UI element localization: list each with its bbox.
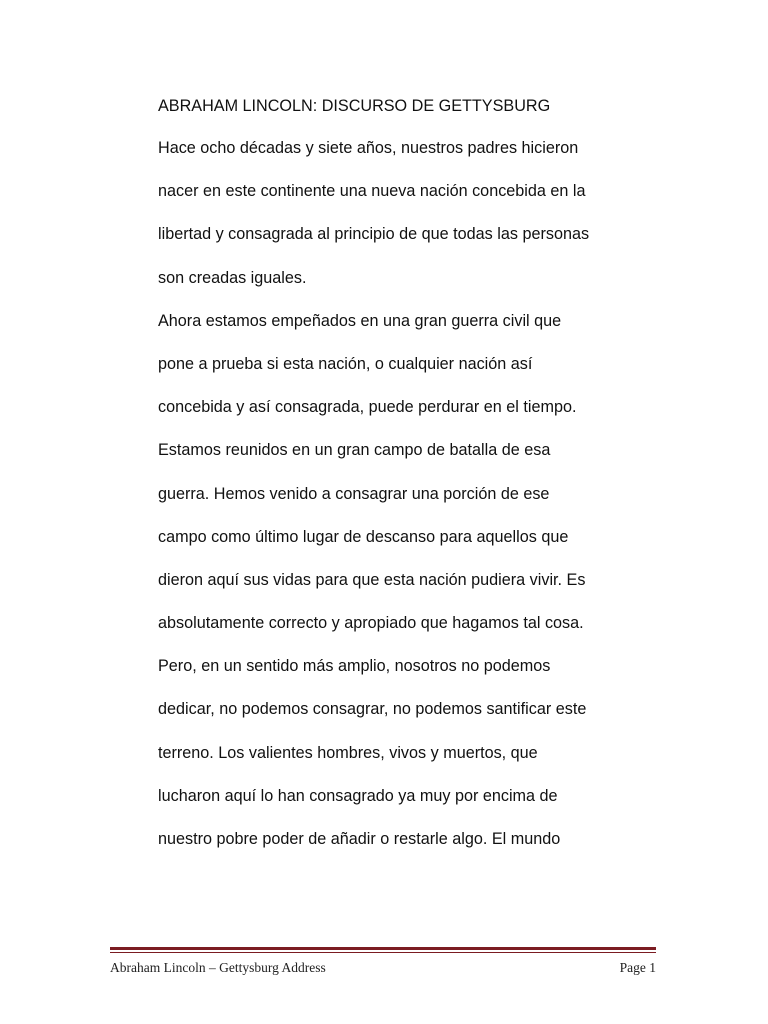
text-line: concebida y así consagrada, puede perdurar en el tiempo. [158, 398, 577, 417]
text-line: Estamos reunidos en un gran campo de batalla de esa [158, 441, 551, 460]
text-line: nacer en este continente una nueva nación concebida en la [158, 182, 586, 201]
text-line: son creadas iguales. [158, 268, 307, 287]
footer-rule-thin [110, 952, 656, 953]
text-line: absolutamente correcto y apropiado que hagamos tal cosa. [158, 614, 584, 633]
text-line: guerra. Hemos venido a consagrar una porción de ese [158, 484, 550, 503]
text-line: Ahora estamos empeñados en una gran guerra civil que [158, 311, 562, 330]
text-line: lucharon aquí lo han consagrado ya muy por encima de [158, 786, 558, 805]
footer-divider [110, 947, 656, 957]
text-line: campo como último lugar de descanso para aquellos que [158, 527, 569, 546]
text-line: dedicar, no podemos consagrar, no podemos santificar este [158, 700, 587, 719]
footer-title: Abraham Lincoln – Gettysburg Address [110, 960, 326, 975]
text-line: terreno. Los valientes hombres, vivos y muertos, que [158, 743, 538, 762]
text-line: libertad y consagrada al principio de que todas las personas [158, 225, 590, 244]
footer-rule-thick [110, 947, 656, 950]
text-line: dieron aquí sus vidas para que esta nación pudiera vivir. Es [158, 570, 586, 589]
document-body [158, 92, 658, 868]
text-line: Hace ocho décadas y siete años, nuestros padres hicieron [158, 139, 579, 157]
text-line: pone a prueba si esta nación, o cualquier nación así [158, 354, 533, 373]
text-line: Pero, en un sentido más amplio, nosotros no podemos [158, 657, 551, 676]
page-footer [110, 960, 656, 980]
text-line: nuestro pobre poder de añadir o restarle algo. El mundo [158, 830, 561, 848]
page-number: Page 1 [619, 960, 656, 975]
document-title: ABRAHAM LINCOLN: DISCURSO DE GETTYSBURG [158, 97, 551, 115]
